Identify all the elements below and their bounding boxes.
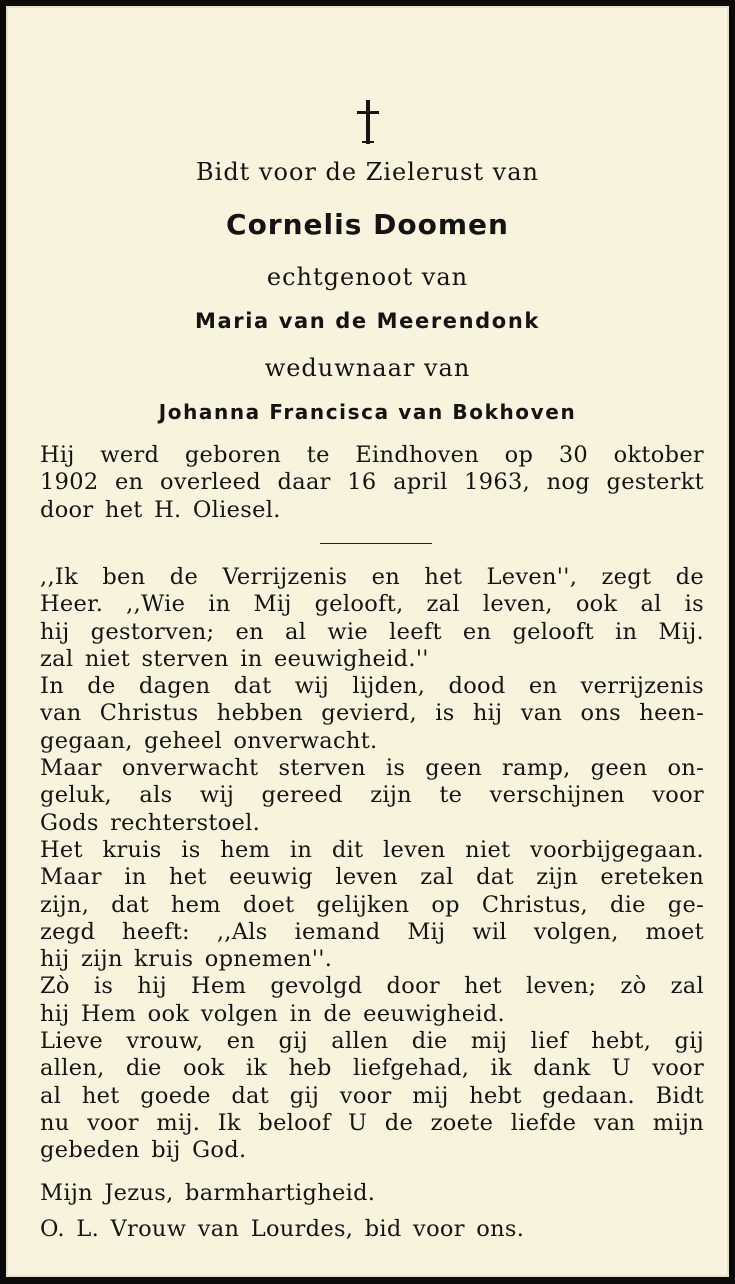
text-line: gegaan, geheel onverwacht.	[40, 727, 378, 754]
intro-text: Bidt voor de Zielerust van	[196, 158, 539, 186]
text-line: Zò is hij Hem gevolgd door het leven; zò zal	[40, 973, 704, 1000]
relation-widower: weduwnaar van	[264, 354, 471, 382]
text-line: zegd heeft: ,,Als iemand Mij wil volgen, moet	[40, 918, 704, 945]
text-line: zijn, dat hem doet gelijken op Christus, die ge-	[40, 891, 704, 918]
text-line: Heer. ,,Wie in Mij gelooft, zal leven, ook al is	[40, 591, 704, 618]
text-line: Lieve vrouw, en gij allen die mij lief hebt, gij	[40, 1028, 704, 1055]
text-line: ,,Ik ben de Verrijzenis en het Leven'', zegt de	[40, 564, 704, 590]
text-line: Maar in het eeuwig leven zal dat zijn ereteken	[40, 864, 704, 891]
text-line: Het kruis is hem in dit leven niet voorbijgegaan.	[40, 836, 704, 863]
text-line: hij gestorven; en al wie leeft en gelooft in Mij.	[40, 618, 704, 645]
text-line: al het goede dat gij voor mij hebt gedaan. Bidt	[40, 1082, 704, 1109]
bio-line: Hij werd geboren te Eindhoven op 30 oktober	[40, 442, 704, 468]
late-wife-name: Johanna Francisca van Bokhoven	[158, 400, 577, 424]
divider	[320, 543, 432, 544]
text-line: zal niet sterven in eeuwigheid.''	[40, 645, 429, 672]
relation-spouse: echtgenoot van	[266, 263, 469, 291]
text-line: Gods rechterstoel.	[40, 809, 261, 836]
memorial-text	[40, 564, 704, 1165]
text-line: In de dagen dat wij lijden, dood en verrijzenis	[40, 673, 704, 700]
text-line: hij Hem ook volgen in de eeuwigheid.	[40, 1000, 505, 1027]
text-line: Maar onverwacht sterven is geen ramp, geen on-	[40, 755, 704, 782]
bio-line: door het H. Oliesel.	[40, 496, 281, 523]
prayer-lourdes: O. L. Vrouw van Lourdes, bid voor ons.	[40, 1216, 525, 1242]
memorial-card	[6, 6, 729, 1277]
bio-line: 1902 en overleed daar 16 april 1963, nog gesterkt	[40, 469, 704, 496]
text-line: nu voor mij. Ik beloof U de zoete liefde van mijn	[40, 1109, 704, 1136]
text-line: hij zijn kruis opnemen''.	[40, 946, 333, 973]
text-line: van Christus hebben gevierd, is hij van ons heen-	[40, 700, 704, 727]
spouse-name: Maria van de Meerendonk	[195, 309, 540, 333]
prayer-jesus: Mijn Jezus, barmhartigheid.	[40, 1180, 376, 1206]
cross-icon	[6, 98, 729, 148]
text-line: geluk, als wij gereed zijn te verschijnen voor	[40, 782, 704, 809]
deceased-name: Cornelis Doomen	[226, 208, 509, 241]
biography	[40, 442, 704, 524]
text-line: gebeden bij God.	[40, 1137, 247, 1164]
text-line: allen, die ook ik heb liefgehad, ik dank U voor	[40, 1055, 704, 1082]
